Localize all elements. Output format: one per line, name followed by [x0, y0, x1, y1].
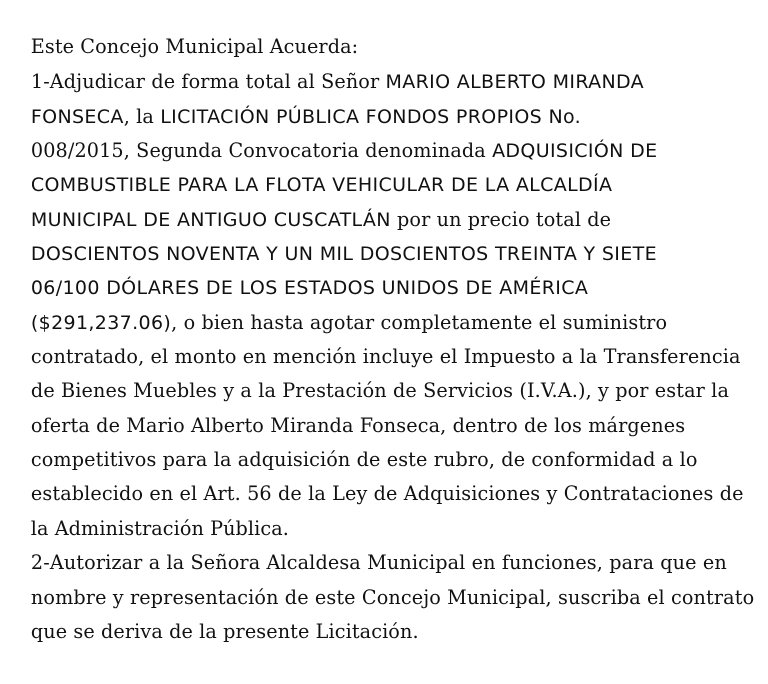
- tender-subject: COMBUSTIBLE PARA LA FLOTA VEHICULAR DE LA ALCALDÍA: [30, 174, 613, 197]
- amount-figure: ($291,237.06): [30, 311, 172, 334]
- tender-name: LICITACIÓN PÚBLICA FONDOS PROPIOS No.: [160, 105, 582, 128]
- tender-subject: MUNICIPAL DE ANTIGUO CUSCATLÁN: [30, 208, 391, 231]
- line-text: establecido en el Art. 56 de la Ley de Adquisiciones y Contrataciones de: [30, 482, 744, 506]
- intro-line: [6, 0, 764, 58]
- awardee-name: MARIO ALBERTO MIRANDA: [385, 71, 644, 94]
- amount-in-words: DOSCIENTOS NOVENTA Y UN MIL DOSCIENTOS TREINTA Y SIETE: [30, 243, 657, 266]
- line-text: 2-Autorizar a la Señora Alcaldesa Municipal en funciones, para que en: [30, 551, 727, 575]
- line-text: , o bien hasta agotar completamente el suministro: [171, 310, 668, 334]
- line-text: 1-Adjudicar de forma total al Señor: [30, 70, 386, 94]
- line-text: competitivos para la adquisición de este rubro, de conformidad a lo: [30, 448, 698, 472]
- line-text: , la: [123, 104, 161, 128]
- line-text: nombre y representación de este Concejo Municipal, suscriba el contrato: [30, 585, 755, 609]
- line-text: 008/2015, Segunda Convocatoria denominada: [30, 139, 493, 163]
- line-text: por un precio total de: [390, 207, 612, 231]
- line-text: la Administración Pública.: [30, 516, 289, 540]
- line-text: que se deriva de la presente Licitación.: [30, 619, 419, 643]
- awardee-name: FONSECA: [30, 105, 124, 128]
- document-body: [6, 0, 764, 643]
- amount-in-words: 06/100 DÓLARES DE LOS ESTADOS UNIDOS DE AMÉRICA: [30, 277, 589, 300]
- line-text: oferta de Mario Alberto Miranda Fonseca, dentro de los márgenes: [30, 413, 686, 437]
- line-text: de Bienes Muebles y a la Prestación de Servicios (I.V.A.), y por estar la: [30, 379, 730, 403]
- line-text: contratado, el monto en mención incluye el Impuesto a la Transferencia: [30, 345, 741, 369]
- tender-subject: ADQUISICIÓN DE: [492, 140, 658, 163]
- intro-text: Este Concejo Municipal Acuerda:: [30, 35, 359, 58]
